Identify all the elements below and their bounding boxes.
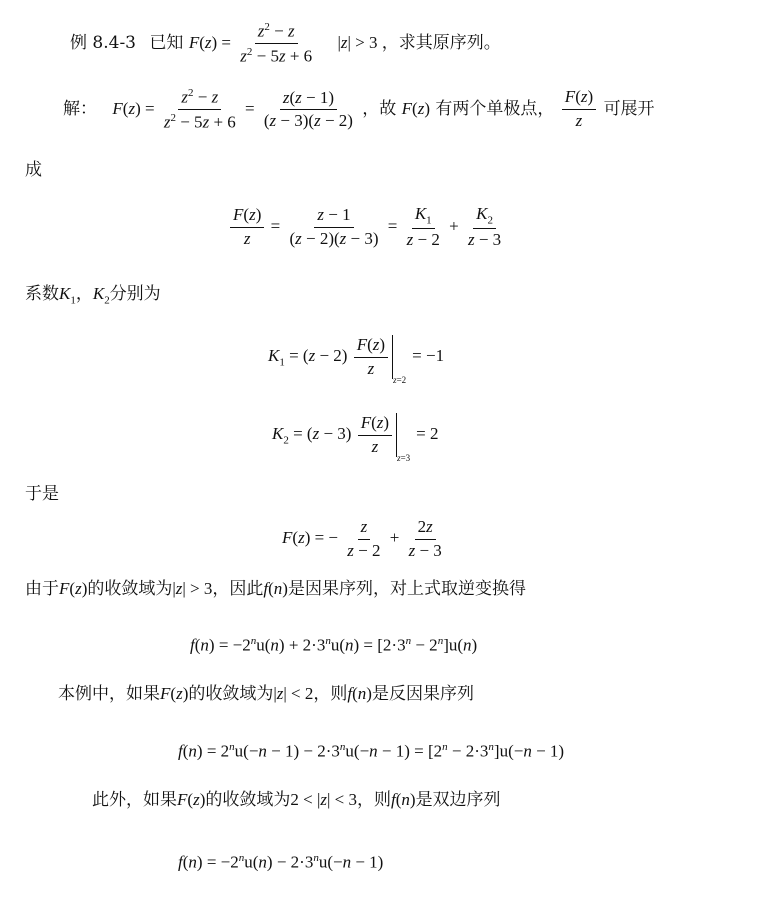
anti-t4: 是反因果序列	[371, 684, 474, 704]
anti-t2: 的收敛域为	[188, 684, 274, 704]
solution-fraction-3: $\frac{F(z)}{z}$	[562, 88, 596, 130]
solution-text-a: ，故	[362, 98, 397, 119]
anticausal-fn-equation: $f(n) = 2^nu(-n - 1) - 2\cdot 3^nu(-n - 1) = [2^n - 2\cdot 3^n]u(-n - 1)$	[178, 741, 565, 761]
anti-t1: 本例中，如果	[58, 684, 160, 704]
solution-fraction-2: $\frac{z(z - 1)}{(z - 3)(z - 2)}$	[263, 87, 353, 131]
yushi-text: 于是	[25, 484, 59, 504]
example-fraction: $\frac{z^2 - z}{z^2 - 5z + 6}$	[240, 21, 313, 66]
example-prefix: 已知	[149, 32, 184, 53]
two-t1: 此外，如果	[92, 790, 177, 810]
anticausal-paragraph: 本例中，如果F(z)的收敛域为|z| < 2，则f(n)是反因果序列	[58, 684, 474, 704]
example-line	[70, 21, 501, 67]
example-label: 例 8.4-3	[70, 32, 136, 53]
causal-fn-equation: $f(n) = -2^nu(n) + 2\cdot 3^nu(n) = [2\cdot 3^n - 2^n]u(n)$	[190, 635, 478, 655]
roc-paragraph: 由于F(z)的收敛域为|z| > 3，因此f(n)是因果序列，对上式取逆变换得	[25, 579, 526, 599]
twosided-paragraph: 此外，如果F(z)的收敛域为2 < |z| < 3，则f(n)是双边序列	[92, 790, 501, 810]
coef-text2: 分别为	[109, 284, 161, 304]
k2-equation: $K_2 = (z - 3)$ $\frac{F(z)}{z}$ z=3= 2	[272, 412, 439, 463]
k1-value: −1	[426, 345, 445, 365]
solution-line: 解： F(z) = $\frac{z^2 - z}{z^2 - 5z + 6}$ = $\frac{z(z - 1)}{(z - 3)(z - 2)}$ ，故 F(z) 有两个单极点， $\frac{F(z)}{z}$ 可展开	[63, 87, 655, 132]
solution-fraction-1: $\frac{z^2 - z}{z^2 - 5z + 6}$	[163, 87, 236, 132]
roc-t1: 由于	[25, 579, 59, 599]
coef-text: 系数	[25, 284, 59, 304]
example-suffix: ，求其原序列。	[381, 32, 501, 53]
partial-fraction-equation: $\frac{F(z)}{z}$ = $\frac{z - 1}{(z - 2)(z - 3)}$ = $\frac{K_1}{z - 2}$ + $\frac{K_2}{z - 3}$	[228, 205, 506, 250]
roc-t3: ，因此	[212, 579, 264, 599]
roc-t2: 的收敛域为	[87, 579, 173, 599]
coef-sep: ，	[75, 284, 93, 304]
two-t4: 是双边序列	[415, 790, 501, 810]
roc-two-right: < 3	[334, 790, 357, 809]
twosided-fn-equation: $f(n) = -2^nu(n) - 2\cdot 3^nu(-n - 1)$	[178, 852, 384, 872]
roc-gt3: > 3	[190, 579, 213, 598]
solution-text-b: 有两个单极点，	[435, 98, 555, 119]
k1-equation: $K_1 = (z - 2)$ $\frac{F(z)}{z}$ z=2= −1	[268, 334, 445, 385]
fz-result-equation: F(z) = − $\frac{z}{z - 2}$ + $\frac{2z}{z - 3}$	[282, 517, 442, 560]
coefficients-line: 系数$K_1$，$K_2$分别为	[25, 284, 161, 307]
roc-lt2: < 2	[291, 684, 314, 703]
example-roc-value: > 3	[355, 32, 378, 52]
solution-text-c: 可展开	[603, 98, 655, 119]
two-t3: ，则	[356, 790, 391, 810]
k2-value: 2	[430, 423, 439, 443]
solution-label: 解：	[63, 98, 97, 119]
solution-continuation: 成	[25, 160, 42, 180]
anti-t3: ，则	[313, 684, 348, 704]
solution-equation: F(z) = $\frac{z^2 - z}{z^2 - 5z + 6}$ = $\frac{z(z - 1)}{(z - 3)(z - 2)}$	[112, 99, 362, 118]
example-equation: F(z) = $\frac{z^2 - z}{z^2 - 5z + 6}$ |z| > 3	[188, 21, 378, 66]
roc-t4: 是因果序列，对上式取逆变换得	[287, 579, 526, 599]
two-t2: 的收敛域为	[205, 790, 291, 810]
roc-two-left: 2 <	[290, 790, 313, 809]
